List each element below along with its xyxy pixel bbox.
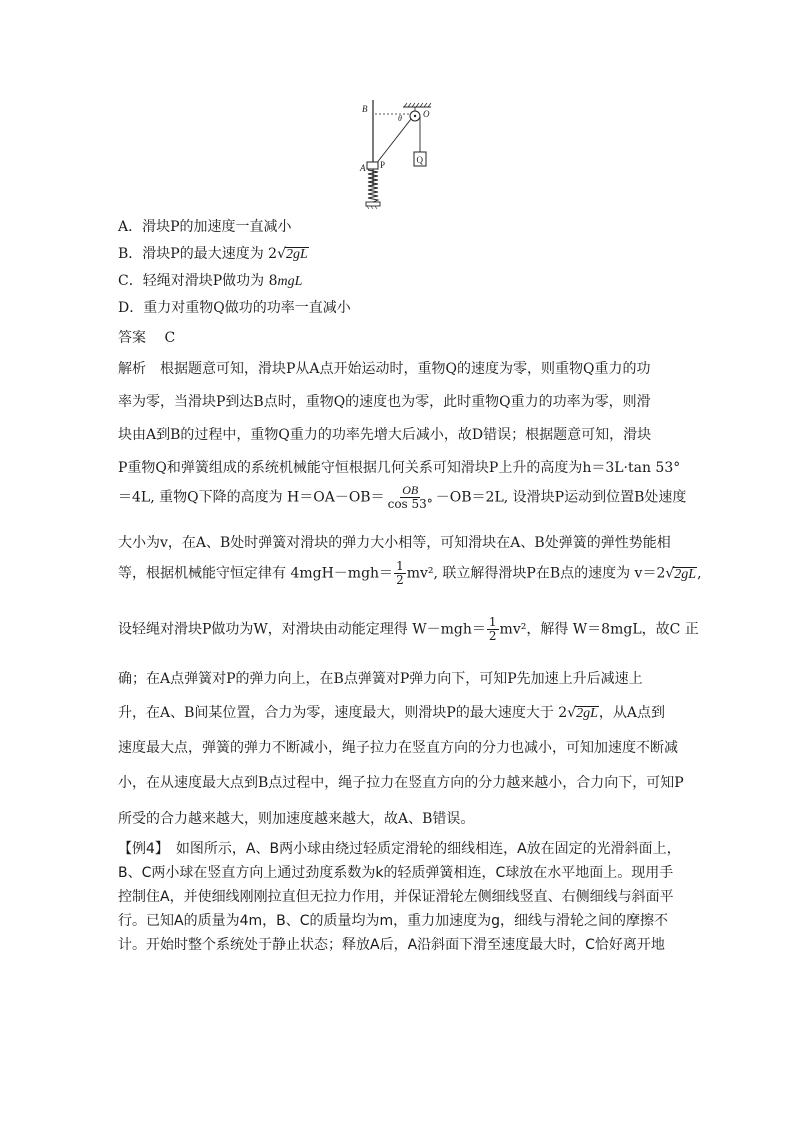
- option-c: C．轻绳对滑块P做功为 8mgL: [118, 273, 303, 289]
- label-a: A: [360, 163, 366, 173]
- solution-line-1: 解析 根据题意可知，滑块P从A点开始运动时，重物Q的速度为零，则重物Q重力的功: [118, 361, 651, 377]
- physics-diagram: [355, 96, 445, 214]
- example-line-5: 计。开始时整个系统处于静止状态；释放A后，A沿斜面下滑至速度最大时，C恰好离开地: [118, 937, 665, 953]
- option-d: D．重力对重物Q做功的功率一直减小: [118, 300, 351, 316]
- solution-line-6: 大小为v，在A、B处时弹簧对滑块的弹力大小相等，可知滑块在A、B处弹簧的弹性势能相: [118, 535, 671, 551]
- spring-base: [366, 202, 380, 206]
- solution-line-13: 所受的合力越来越大，则加速度越来越大，故A、B错误。: [118, 811, 475, 827]
- solution-line-3: 块由A到B的过程中，重物Q重力的功率先增大后减小，故D错误；根据题意可知，滑块: [118, 427, 652, 443]
- answer-label: 答案: [118, 330, 146, 346]
- label-theta: θ: [398, 114, 402, 123]
- example-line-3: 控制住A，并使细线刚刚拉直但无拉力作用，并保证滑轮左侧细线竖直、右侧细线与斜面平: [118, 889, 674, 905]
- example-line-2: B、C两小球在竖直方向上通过劲度系数为k的轻质弹簧相连，C球放在水平地面上。现用手: [118, 865, 674, 881]
- option-a: A．滑块P的加速度一直减小: [118, 219, 292, 235]
- solution-line-7: 等，根据机械能守恒定律有 4mgH－mgh＝ $\frac{1}{2}$ mv², 联立解得滑块P在B点的速度为 v＝2√2gL,: [118, 559, 702, 587]
- solution-line-9: 确；在A点弹簧对P的弹力向上，在B点弹簧对P弹力向下，可知P先加速上升后减速上: [118, 671, 643, 687]
- solution-line-12: 小，在从速度最大点到B点过程中，绳子拉力在竖直方向的分力越来越小，合力向下，可知P: [118, 775, 684, 791]
- label-q: Q: [416, 155, 423, 165]
- answer-value: C: [164, 330, 176, 346]
- example-line-4: 行。已知A的质量为4m，B、C的质量均为m，重力加速度为g，细线与滑轮之间的摩擦不: [118, 913, 669, 929]
- rope-diagonal: [376, 119, 411, 164]
- option-b: B．滑块P的最大速度为 2√2gL: [118, 246, 308, 262]
- label-b: B: [362, 104, 368, 114]
- example-line-1: 【例4】 如图所示，A、B两小球由绕过轻质定滑轮的细线相连，A放在固定的光滑斜面上，: [118, 841, 681, 857]
- block-p: [367, 162, 378, 169]
- solution-line-11: 速度最大点，弹簧的弹力不断减小，绳子拉力在竖直方向的分力也减小，可知加速度不断减: [118, 740, 678, 756]
- solution-line-2: 率为零，当滑块P到达B点时，重物Q的速度也为零，此时重物Q重力的功率为零，则滑: [118, 394, 651, 410]
- answer-line: [118, 327, 175, 347]
- label-o: O: [423, 109, 430, 119]
- solution-line-10: 升，在A、B间某位置，合力为零，速度最大，则滑块P的最大速度大于 2√2gL，从A点到: [118, 705, 666, 721]
- solution-line-4: P重物Q和弹簧组成的系统机械能守恒根据几何关系可知滑块P上升的高度为h＝3L·tan 53°: [118, 460, 681, 476]
- solution-line-5: ＝4L, 重物Q下降的高度为 H＝OA－OB＝ $\frac{OB}{\cos 53^\circ}$ －OB＝2L, 设滑块P运动到位置B处速度: [118, 483, 687, 511]
- solution-line-8: 设轻绳对滑块P做功为W，对滑块由动能定理得 W－mgh＝ $\frac{1}{2}$ mv²，解得 W＝8mgL，故C 正: [118, 615, 699, 643]
- label-p: P: [380, 160, 386, 170]
